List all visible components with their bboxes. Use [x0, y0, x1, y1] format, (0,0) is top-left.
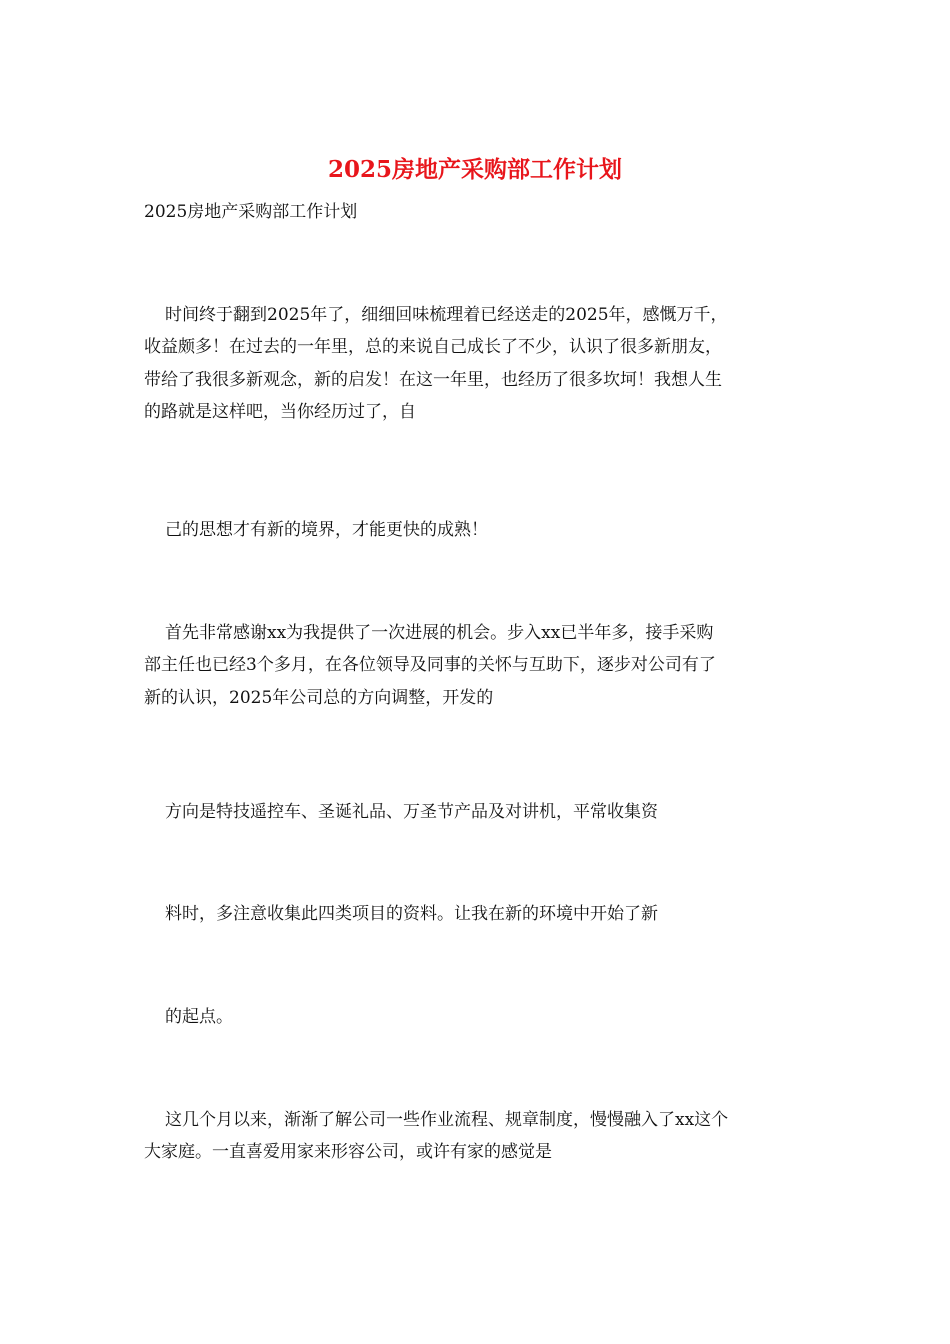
paragraph-line: 带给了我很多新观念，新的启发！在这一年里，也经历了很多坎坷！我想人生 [144, 369, 722, 390]
paragraph-line: 大家庭。一直喜爱用家来形容公司，或许有家的感觉是 [144, 1142, 552, 1163]
paragraph-line: 部主任也已经3个多月，在各位领导及同事的关怀与互助下，逐步对公司有了 [144, 655, 716, 676]
paragraph-line: 首先非常感谢xx为我提供了一次进展的机会。步入xx已半年多，接手采购 [165, 623, 714, 643]
paragraph-line: 收益颇多！在过去的一年里，总的来说自己成长了不少，认识了很多新朋友， [144, 337, 722, 358]
paragraph-7 [144, 1104, 808, 1169]
paragraph-line: 时间终于翻到2025年了，细细回味梳理着已经送走的2025年，感慨万千， [165, 305, 728, 325]
paragraph-6 [144, 1001, 808, 1033]
paragraph-4 [144, 796, 808, 828]
paragraph-2 [144, 514, 808, 546]
document-title: 2025房地产采购部工作计划 [327, 156, 622, 183]
paragraph-line: 的路就是这样吧，当你经历过了，自 [144, 401, 416, 422]
paragraph-line: 这几个月以来，渐渐了解公司一些作业流程、规章制度，慢慢融入了xx这个 [165, 1110, 729, 1130]
paragraph-line: 己的思想才有新的境界，才能更快的成熟！ [165, 520, 488, 540]
document-subtitle: 2025房地产采购部工作计划 [144, 202, 358, 222]
paragraph-line: 的起点。 [165, 1007, 233, 1027]
paragraph-line: 料时，多注意收集此四类项目的资料。让我在新的环境中开始了新 [165, 904, 658, 924]
paragraph-line: 方向是特技遥控车、圣诞礼品、万圣节产品及对讲机，平常收集资 [165, 802, 658, 822]
paragraph-3 [144, 617, 808, 714]
paragraph-5 [144, 898, 808, 930]
paragraph-1 [144, 299, 808, 428]
paragraph-line: 新的认识，2025年公司总的方向调整，开发的 [144, 687, 494, 708]
